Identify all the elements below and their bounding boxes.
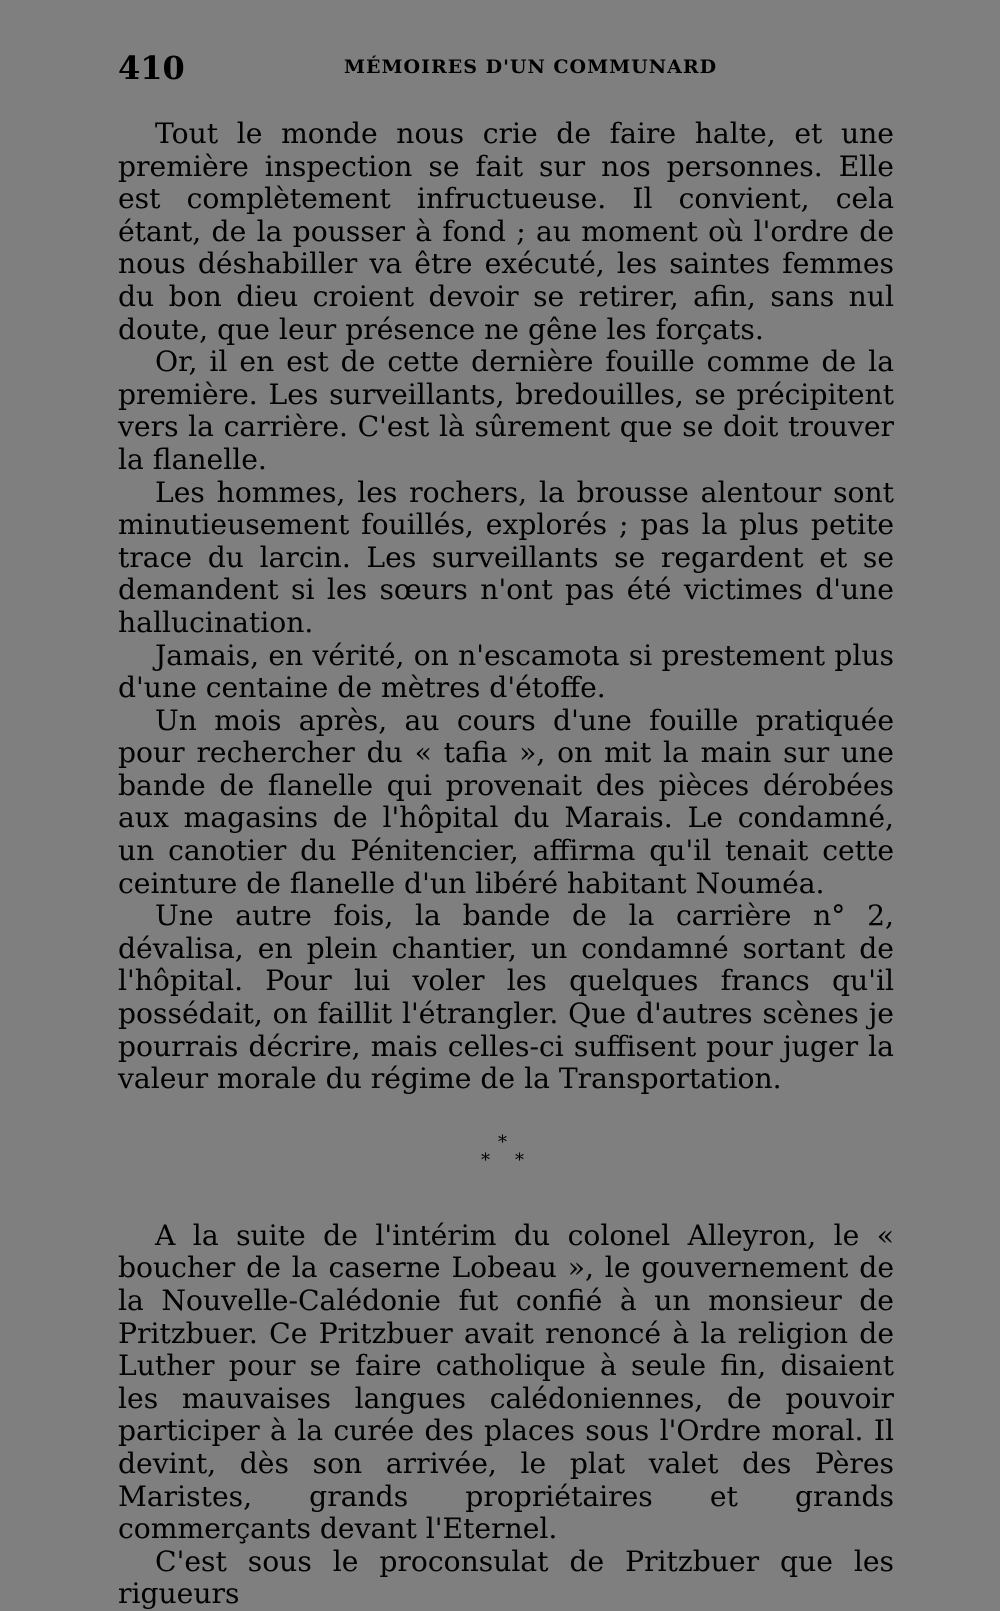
- paragraph: Or, il en est de cette dernière fouille comme de la première. Les surveillants, bredouilles, se précipitent vers la carrière. C'est là sûrement que se doit trouver la flanelle.: [118, 345, 894, 476]
- paragraph: Tout le monde nous crie de faire halte, et une première inspection se fait sur nos personnes. Elle est complètement infructueuse. Il convient, cela étant, de la pousser à fond ; au moment où l'ordre de nous déshabiller va être exécuté, les saintes femmes du bon dieu croient devoir se retirer, afin, sans nul doute, que leur présence ne gêne les forçats.: [118, 117, 894, 346]
- section-break-asterism: [118, 1131, 894, 1184]
- page-number: 410: [118, 49, 185, 87]
- paragraph: Les hommes, les rochers, la brousse alentour sont minutieusement fouillés, explorés ; pas la plus petite trace du larcin. Les surveillants se regardent et se demandent si les sœurs n'ont pas été victimes d'une hallucination.: [118, 475, 894, 639]
- page-header: [118, 48, 894, 88]
- paragraph: C'est sous le proconsulat de Pritzbuer que les rigueurs: [118, 1544, 894, 1611]
- asterism-star: *: [481, 1149, 490, 1171]
- paragraph: A la suite de l'intérim du colonel Alleyron, le « boucher de la caserne Lobeau », le gouvernement de la Nouvelle-Calédonie fut confié à un monsieur de Pritzbuer. Ce Pritzbuer avait renoncé à la religion de Luther pour se faire catholique à seule fin, disaient les mauvaises langues calédoniennes, de pouvoir participer à la curée des places sous l'Ordre moral. Il devint, dès son arrivée, le plat valet des Pères Maristes, grands propriétaires et grands commerçants devant l'Eternel.: [118, 1218, 894, 1546]
- paragraph: Un mois après, au cours d'une fouille pratiquée pour rechercher du « tafia », on mit la main sur une bande de flanelle qui provenait des pièces dérobées aux magasins de l'hôpital du Marais. Le condamné, un canotier du Pénitencier, affirma qu'il tenait cette ceinture de flanelle d'un libéré habitant Nouméa.: [118, 703, 894, 900]
- body-text-section-1: [118, 118, 894, 1096]
- running-title: MÉMOIRES D'UN COMMUNARD: [344, 56, 718, 78]
- book-page: [118, 48, 894, 1611]
- asterism-star: *: [515, 1149, 524, 1171]
- paragraph: Jamais, en vérité, on n'escamota si prestement plus d'une centaine de mètres d'étoffe.: [118, 638, 894, 705]
- paragraph: Une autre fois, la bande de la carrière n° 2, dévalisa, en plein chantier, un condamné sortant de l'hôpital. Pour lui voler les quelques francs qu'il possédait, on faillit l'étrangler. Que d'autres scènes je pourrais décrire, mais celles-ci suffisent pour juger la valeur morale du régime de la Transportation.: [118, 899, 894, 1096]
- body-text-section-2: [118, 1220, 894, 1611]
- asterism-star: *: [498, 1131, 507, 1153]
